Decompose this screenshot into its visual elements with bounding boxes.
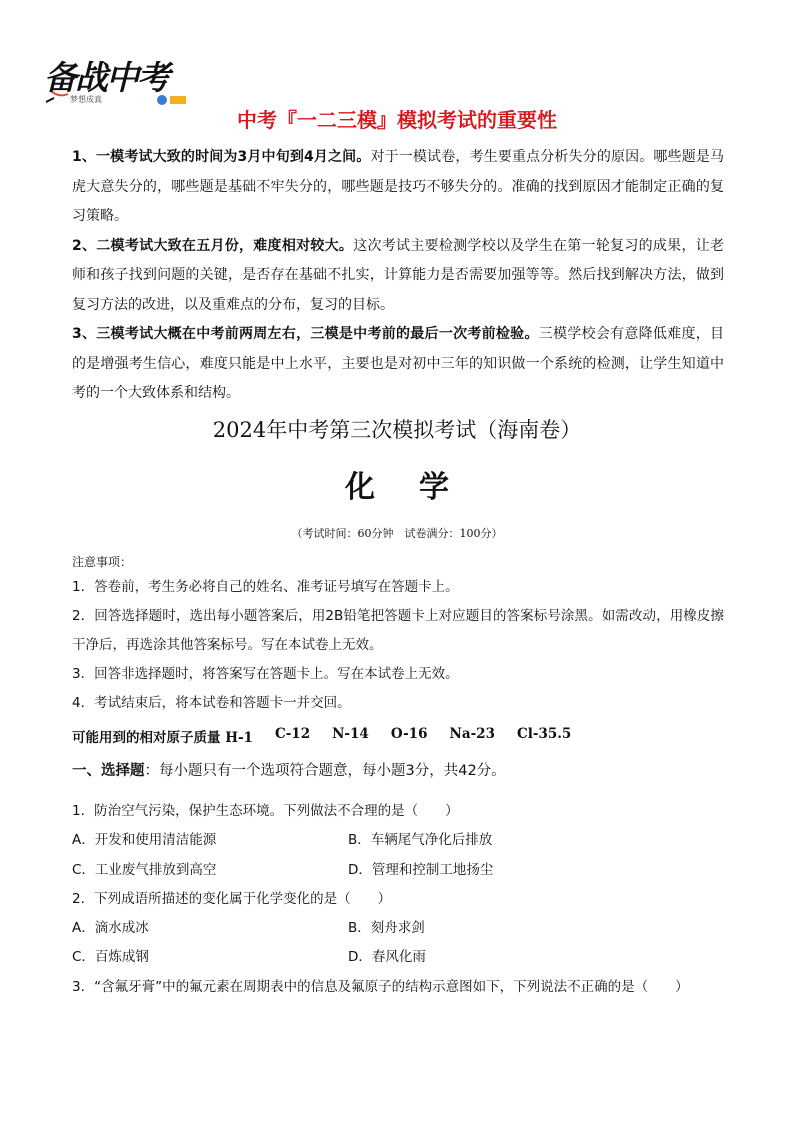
section-label: 一、选择题 xyxy=(72,763,145,779)
intro-paragraph-2-body: 这次考试主要检测学校以及学生在第一轮复习的成果，让老师和孩子找到问题的关键，是否存在基础不扎实，计算能力是否需要加强等等。然后找到解决方法，做到复习方法的改进，以及重难点的分布，复习的目标。 xyxy=(72,237,724,313)
question-stem: 1．防治空气污染，保护生态环境。下列做法不合理的是（ ） xyxy=(72,803,459,819)
intro-paragraph-3-body: 三模学校会有意降低难度，目的是增强考生信心，难度只能是中上水平，主要也是对初中三年的知识做一个系统的检测，让学生知道中考的一个大致体系和结构。 xyxy=(72,326,725,401)
atomic-mass-value: Cl-35.5 xyxy=(516,726,572,742)
note-item: 4．考试结束后，将本试卷和答题卡一并交回。 xyxy=(72,695,351,711)
brand-logo xyxy=(44,50,194,112)
option-d: D．春风化雨 xyxy=(348,949,426,966)
atomic-mass-label: 可能用到的相对原子质量 H-1 xyxy=(72,730,253,746)
intro-title: 中考『一二三模』模拟考试的重要性 xyxy=(237,108,557,132)
atomic-mass-value: C-12 xyxy=(274,726,311,742)
logo-subtitle: 梦想成真 xyxy=(70,95,102,104)
note-item: 1．答卷前，考生务必将自己的姓名、准考证号填写在答题卡上。 xyxy=(72,579,459,595)
atomic-mass-value: N-14 xyxy=(332,726,369,742)
notes-header: 注意事项： xyxy=(72,555,133,569)
option-c: C．工业废气排放到高空 xyxy=(72,861,217,878)
question-stem: 2．下列成语所描述的变化属于化学变化的是（ ） xyxy=(72,890,392,907)
logo-text: 备战中考 xyxy=(44,58,168,97)
intro-paragraph-3 xyxy=(72,320,724,409)
option-d: D．管理和控制工地扬尘 xyxy=(348,861,494,878)
intro-paragraph-1-lead: 1、一模考试大致的时间为3月中旬到4月之间。 xyxy=(72,149,371,165)
intro-paragraph-1 xyxy=(72,143,724,232)
question-options xyxy=(72,914,732,943)
option-c: C．百炼成钢 xyxy=(72,949,149,966)
intro-section xyxy=(72,143,724,409)
question-stem: 3．“含氟牙膏”中的氟元素在周期表中的信息及氟原子的结构示意图如下，下列说法不正确的是（ ） xyxy=(72,978,689,995)
question-options xyxy=(72,826,732,855)
question-options xyxy=(72,943,732,972)
intro-paragraph-2 xyxy=(72,232,724,321)
exam-info: （考试时间：60分钟 试卷满分：100分） xyxy=(291,527,503,540)
intro-paragraph-3-lead: 3、三模考试大概在中考前两周左右，三模是中考前的最后一次考前检验。 xyxy=(72,326,539,342)
atomic-mass-value: Na-23 xyxy=(449,726,495,742)
questions-list xyxy=(72,797,732,1002)
note-item: 2．回答选择题时，选出每小题答案后，用2B铅笔把答题卡上对应题目的答案标号涂黑。如需改动，用橡皮擦干净后，再选涂其他答案标号。写在本试卷上无效。 xyxy=(72,608,724,653)
subject-title: 化学 xyxy=(345,470,493,505)
question-options xyxy=(72,856,732,885)
exam-title: 2024年中考第三次模拟考试（海南卷） xyxy=(212,418,582,442)
option-a: A．开发和使用清洁能源 xyxy=(72,832,217,849)
intro-paragraph-2-lead: 2、二模考试大致在五月份，难度相对较大。 xyxy=(72,237,354,254)
section-heading xyxy=(72,759,506,780)
atomic-mass-value: O-16 xyxy=(390,726,428,742)
option-b: B．刻舟求剑 xyxy=(348,920,425,937)
note-item: 3．回答非选择题时，将答案写在答题卡上。写在本试卷上无效。 xyxy=(72,666,459,682)
option-b: B．车辆尾气净化后排放 xyxy=(348,832,493,849)
section-description: ：每小题只有一个选项符合题意，每小题3分，共42分。 xyxy=(144,763,506,779)
notes-section xyxy=(72,551,724,718)
atomic-mass-line xyxy=(72,726,593,746)
option-a: A．滴水成冰 xyxy=(72,920,149,937)
intro-paragraph-1-body: 对于一模试卷，考生要重点分析失分的原因。哪些题是马虎大意失分的，哪些题是基础不牢失分的，哪些题是技巧不够失分的。准确的找到原因才能制定正确的复习策略。 xyxy=(72,149,724,224)
